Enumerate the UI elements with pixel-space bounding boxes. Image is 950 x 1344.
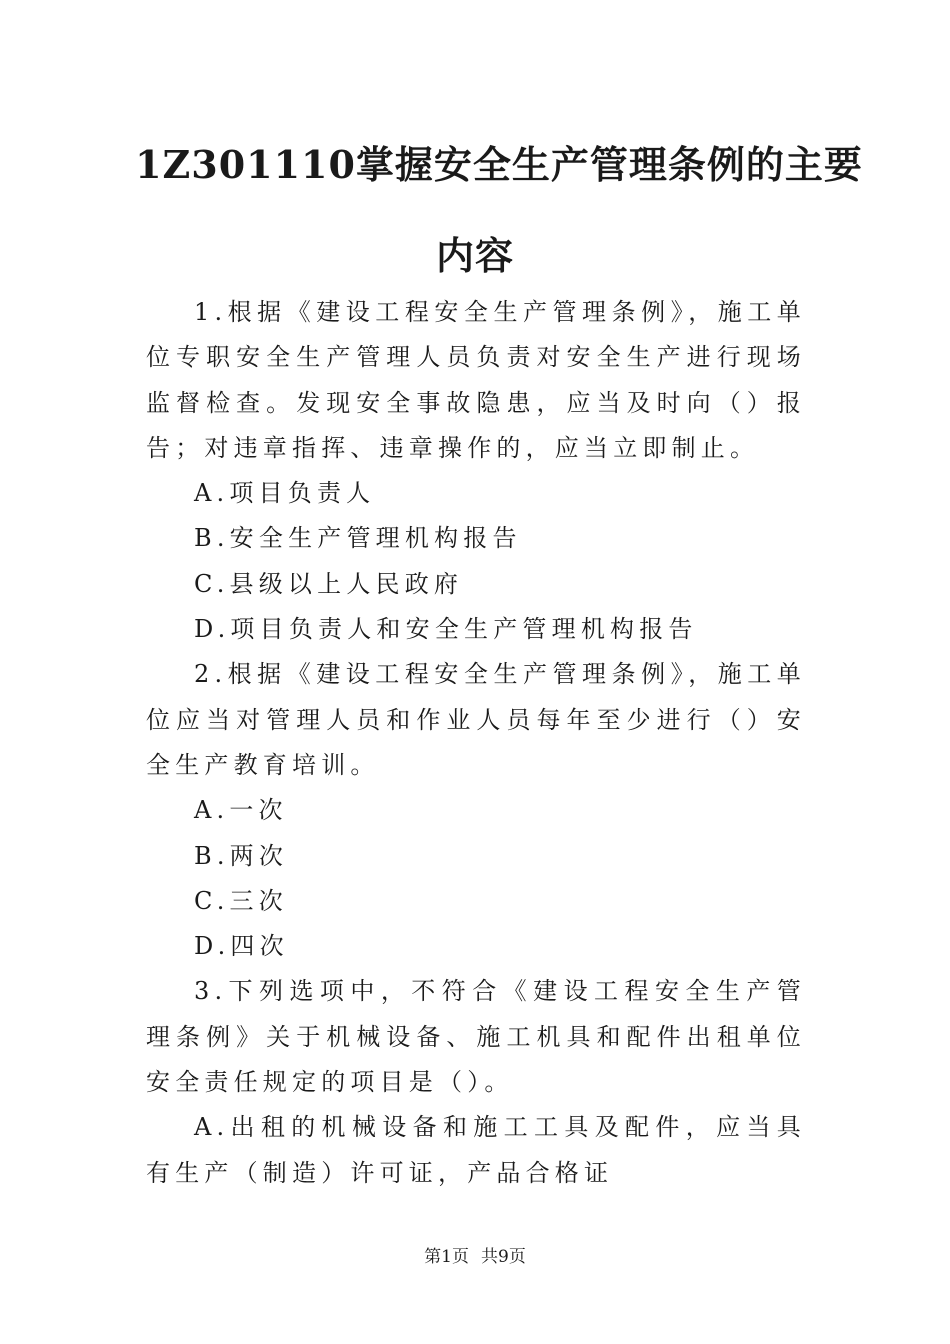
question-1-option-c: C.县级以上人民政府 [194,569,464,598]
page-number-total: 共9页 [481,1247,526,1267]
question-1-option-d: D.项目负责人和安全生产管理机构报告 [194,615,698,644]
question-2-stem: 2.根据《建设工程安全生产管理条例》，施工单位应当对管理人员和作业人员每年至少进行（）安全生产教育培训。 [146,660,806,779]
document-title-line-2: 内容 [435,233,514,278]
question-2-option-d: D.四次 [194,932,289,961]
question-1-option-a: A.项目负责人 [194,479,376,508]
question-1-stem: 1.根据《建设工程安全生产管理条例》，施工单位专职安全生产管理人员负责对安全生产进行现场监督检查。发现安全事故隐患，应当及时向（）报告；对违章指挥、违章操作的，应当立即制止。 [146,298,806,462]
question-2-option-b: B.两次 [194,841,289,870]
question-3-option-a: A.出租的机械设备和施工工具及配件，应当具有生产（制造）许可证，产品合格证 [146,1113,806,1187]
question-3-stem: 3.下列选项中，不符合《建设工程安全生产管理条例》关于机械设备、施工机具和配件出租单位安全责任规定的项目是（）。 [146,977,806,1097]
question-2-option-c: C.三次 [194,886,288,915]
page-number-current: 第1页 [424,1247,469,1267]
page-footer [0,1242,950,1267]
question-2-option-a: A.一次 [194,796,288,825]
document-title-line-1: 1Z301110掌握安全生产管理条例的主要 [135,142,863,187]
document-body [146,290,806,1196]
question-1-option-b: B.安全生产管理机构报告 [194,524,522,553]
